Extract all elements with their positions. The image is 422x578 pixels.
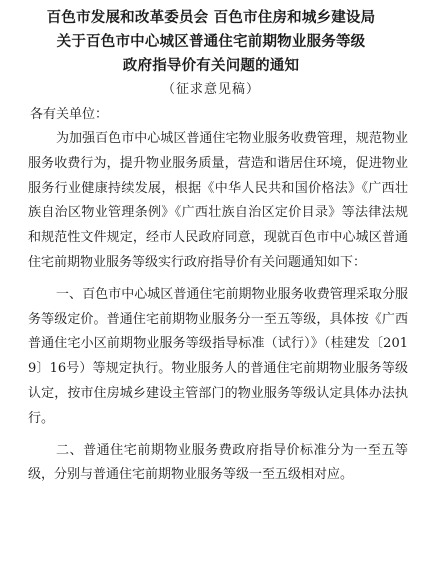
salutation: 各有关单位： [30,107,109,122]
title-line-subject: 关于百色市中心城区普通住宅前期物业服务等级 [56,34,366,50]
paragraph-item-1: 一、百色市中心城区普通住宅前期物业服务收费管理采取分服务等级定价。普通住宅前期物业服务分一至五等级，具体按《广西普通住宅小区前期物业服务等级指导标准（试行）》（桂建发〔2019〕16号）等规定执行。物业服务人的普通住宅前期物业服务等级认定，按市住房城乡建设主管部门的物业服务等级认定具体办法执行。 [28,286,408,426]
title-line-notice: 政府指导价有关问题的通知 [122,58,300,74]
title-line-issuers: 百色市发展和改革委员会 百色市住房和城乡建设局 [46,10,376,26]
paragraph-item-2: 二、普通住宅前期物业服务费政府指导价标准分为一至五等级，分别与普通住宅前期物业服务等级一至五级相对应。 [28,442,408,483]
paragraph-intro: 为加强百色市中心城区普通住宅物业服务收费管理，规范物业服务收费行为，提升物业服务质量，营造和谐居住环境，促进物业服务行业健康持续发展，根据《中华人民共和国价格法》《广西壮族自治区物业管理条例》《广西壮族自治区定价目录》等法律法规和规范性文件规定，经市人民政府同意，现就百色市中心城区普通住宅前期物业服务等级实行政府指导价有关问题通知如下： [28,131,408,270]
document-title [14,6,408,78]
document-subtitle: （征求意见稿） [161,82,260,97]
